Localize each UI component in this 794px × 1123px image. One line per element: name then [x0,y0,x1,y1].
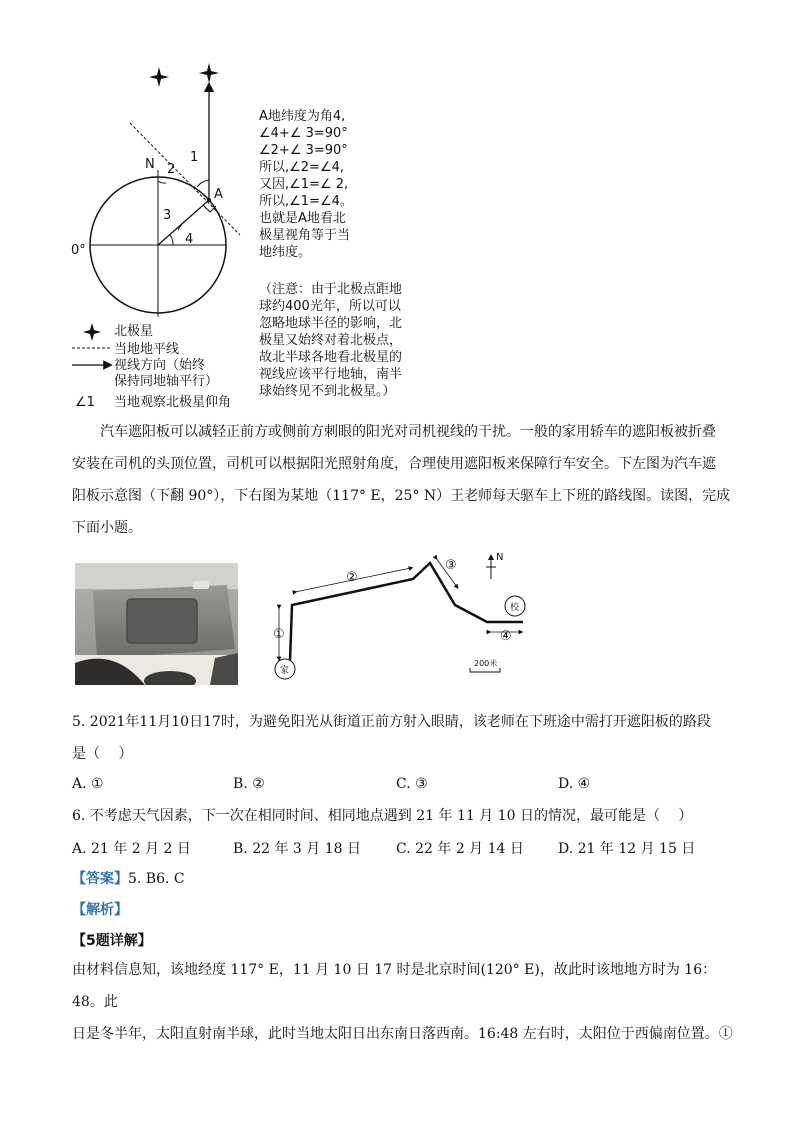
point-a-label: A [214,187,223,202]
q6-option-a[interactable]: A. 21 年 2 月 2 日 [72,841,191,857]
q5-option-c[interactable]: C. ③ [396,776,428,792]
legend-horizon-label: 当地地平线 [114,342,180,357]
q5-option-a[interactable]: A. ① [72,776,104,792]
analysis-label: 【解析】 [72,902,128,918]
angle-1-label: 1 [190,150,199,165]
scale-label: 200米 [474,659,498,668]
detail-label: 【5题详解】 [72,933,152,949]
question-5-stem: 5. 2021年11月10日17时，为避免阳光从街道正前方射入眼睛，该老师在下班途中需打开遮阳板的路段 是（ ） [72,714,711,762]
legend-angle-symbol: ∠1 [75,395,95,410]
q5-option-d[interactable]: D. ④ [558,776,591,792]
angle-2-label: 2 [167,162,176,177]
q6-option-c[interactable]: C. 22 年 2 月 14 日 [396,841,524,857]
equator-label: 0° [71,243,86,258]
home-label: 家 [280,666,290,676]
note-text: （注意：由于北极点距地 球约400光年，所以可以 忽略地球半径的影响，北 极星又始终对着北极点， 故北半球各地看北极星的 视线应该平行地轴，南半 球始终见不到北极星。） [259,282,403,399]
explanation-text: A地纬度为角4, ∠4+∠ 3=90° ∠2+∠ 3=90° 所以,∠2=∠4, 又因,∠1=∠ 2, 所以,∠1=∠4。 也就是A地看北 极星视角等于当 地纬度。 [259,109,353,260]
legend-angle-label: 当地观察北极星仰角 [114,395,232,410]
answer-label: 【答案】 [72,871,128,887]
angle-3-label: 3 [163,208,172,223]
polaris-star-icon [149,63,219,87]
angle-4-label: 4 [185,232,194,247]
route-path [290,563,523,661]
legend-sight-label-1: 视线方向（始终 [114,358,206,373]
segment-1-label: ① [273,627,285,642]
q6-option-b[interactable]: B. 22 年 3 月 18 日 [233,841,361,857]
segment-3-label: ③ [445,558,457,573]
legend-sight-label-2: 保持同地轴平行） [114,374,219,389]
school-label: 校 [510,603,520,613]
segment-4-label: ④ [500,629,512,644]
answer-line [72,868,185,888]
sun-visor-photo [75,563,238,685]
question-6-stem: 6. 不考虑天气因素，下一次在相同时间、相同地点遇到 21 年 11 月 10 日的情况，最可能是（ ） [72,808,693,824]
segment-2-label: ② [346,570,358,585]
intro-paragraph: 汽车遮阳板可以减轻正前方或侧前方刺眼的阳光对司机视线的干扰。一般的家用轿车的遮阳板被折叠 安装在司机的头顶位置，司机可以根据阳光照射角度，合理使用遮阳板来保障行车安全。下左图为汽车遮 阳板示意图（下翻 90°），下右图为某地（117° E，25° N）王老师每天驱车上下班的路线图。读图，完成 下面小题。 [72,424,731,536]
north-label: N [145,157,155,172]
q5-option-b[interactable]: B. ② [233,776,265,792]
horizon-line [130,123,240,235]
north-arrow-label: N [496,552,504,563]
detail-paragraph: 由材料信息知，该地经度 117° E，11 月 10 日 17 时是北京时间(120° E)，故此时该地地方时为 16：48。此 日是冬半年，太阳直射南半球，此时当地太阳日出东南日落西南。16:48 左右时，太阳位于西偏南位置。① [72,962,733,1042]
legend-star-label: 北极星 [114,324,154,339]
answer-value: 5. B6. C [128,871,185,887]
q6-option-d[interactable]: D. 21 年 12 月 15 日 [558,841,696,857]
legend-star-icon [83,323,101,341]
